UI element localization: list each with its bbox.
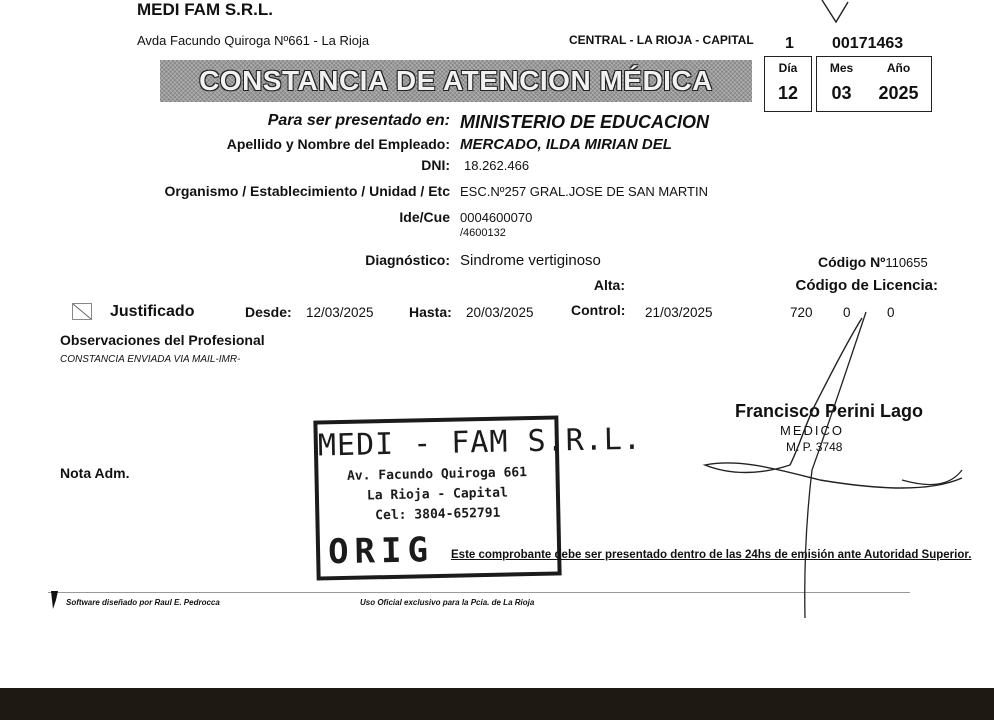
- pen-icon: [48, 590, 62, 615]
- empleado-value: MERCADO, ILDA MIRIAN DEL: [460, 136, 672, 153]
- company-name: MEDI FAM S.R.L.: [137, 0, 273, 19]
- copy-number: 1: [785, 35, 794, 52]
- stamp-line-3: La Rioja - Capital: [366, 485, 509, 504]
- branch-name: CENTRAL - LA RIOJA - CAPITAL: [569, 33, 754, 47]
- organismo-label: Organismo / Establecimiento / Unidad / Etc: [164, 183, 450, 199]
- observaciones-label: Observaciones del Profesional: [60, 332, 265, 348]
- dni-value: 18.262.466: [464, 158, 530, 173]
- company-address: Avda Facundo Quiroga Nº661 - La Rioja: [137, 33, 370, 48]
- observaciones-text: CONSTANCIA ENVIADA VIA MAIL-IMR-: [60, 354, 241, 365]
- stamp-line-2: Av. Facundo Quiroga 661: [346, 465, 528, 484]
- document-title-banner: [160, 60, 752, 102]
- alta-label: Alta:: [593, 277, 625, 293]
- date-day-box: [764, 56, 812, 112]
- month-value: 03: [831, 83, 852, 103]
- stamp-line-4: Cel: 3804-652791: [375, 505, 501, 524]
- empleado-label: Apellido y Nombre del Empleado:: [226, 136, 450, 152]
- hasta-value: 20/03/2025: [466, 305, 534, 320]
- organismo-value: ESC.Nº257 GRAL.JOSE DE SAN MARTIN: [460, 184, 708, 199]
- codigo-licencia-label: Código de Licencia:: [795, 277, 938, 294]
- software-credit: Software diseñado por Raul E. Pedrocca: [66, 598, 220, 607]
- codigo-value: 110655: [885, 255, 928, 270]
- hasta-label: Hasta:: [409, 304, 452, 320]
- presentado-value: MINISTERIO DE EDUCACION: [460, 112, 710, 132]
- date-year-box: [866, 56, 932, 112]
- official-use-note: Uso Oficial exclusivo para la Pcia. de La Rioja: [360, 598, 535, 607]
- stamp-line-5: ORIG: [327, 530, 435, 573]
- licencia-code-3: 0: [887, 305, 895, 320]
- document-title: CONSTANCIA DE ATENCION MÉDICA: [199, 65, 713, 96]
- desde-value: 12/03/2025: [306, 305, 374, 320]
- control-value: 21/03/2025: [645, 305, 713, 320]
- justificado-checkbox: [72, 303, 92, 320]
- doctor-license: M. P. 3748: [786, 440, 843, 454]
- year-label: Año: [886, 61, 911, 75]
- codigo-label: Código Nº: [818, 254, 886, 270]
- footer-rule: [48, 592, 910, 593]
- bottom-background-band: [0, 688, 994, 720]
- idecue-value-1: 0004600070: [460, 210, 533, 225]
- nota-adm-label: Nota Adm.: [60, 465, 130, 481]
- presentado-label: Para ser presentado en:: [267, 112, 450, 129]
- date-month-box: [816, 56, 866, 112]
- month-label: Mes: [829, 61, 854, 75]
- idecue-value-2: /4600132: [460, 227, 506, 239]
- day-value: 12: [777, 83, 799, 103]
- document-number: 00171463: [832, 35, 904, 52]
- year-value: 2025: [878, 83, 919, 103]
- doctor-title: MEDICO: [780, 423, 844, 438]
- diagnostico-label: Diagnóstico:: [365, 252, 450, 268]
- dni-label: DNI:: [421, 157, 450, 173]
- stamp-line-1: MEDI - FAM S.R.L.: [317, 421, 643, 464]
- footnote: Este comprobante debe ser presentado dentro de las 24hs de emisión ante Autoridad Superior.: [451, 549, 972, 561]
- control-label: Control:: [571, 302, 626, 318]
- day-label: Día: [778, 61, 798, 75]
- justificado-label: Justificado: [110, 303, 195, 320]
- idecue-label: Ide/Cue: [399, 209, 450, 225]
- desde-label: Desde:: [245, 304, 292, 320]
- licencia-code-2: 0: [843, 305, 851, 320]
- diagnostico-value: Sindrome vertiginoso: [460, 252, 601, 269]
- licencia-code-1: 720: [790, 305, 813, 320]
- doctor-name: Francisco Perini Lago: [735, 401, 924, 421]
